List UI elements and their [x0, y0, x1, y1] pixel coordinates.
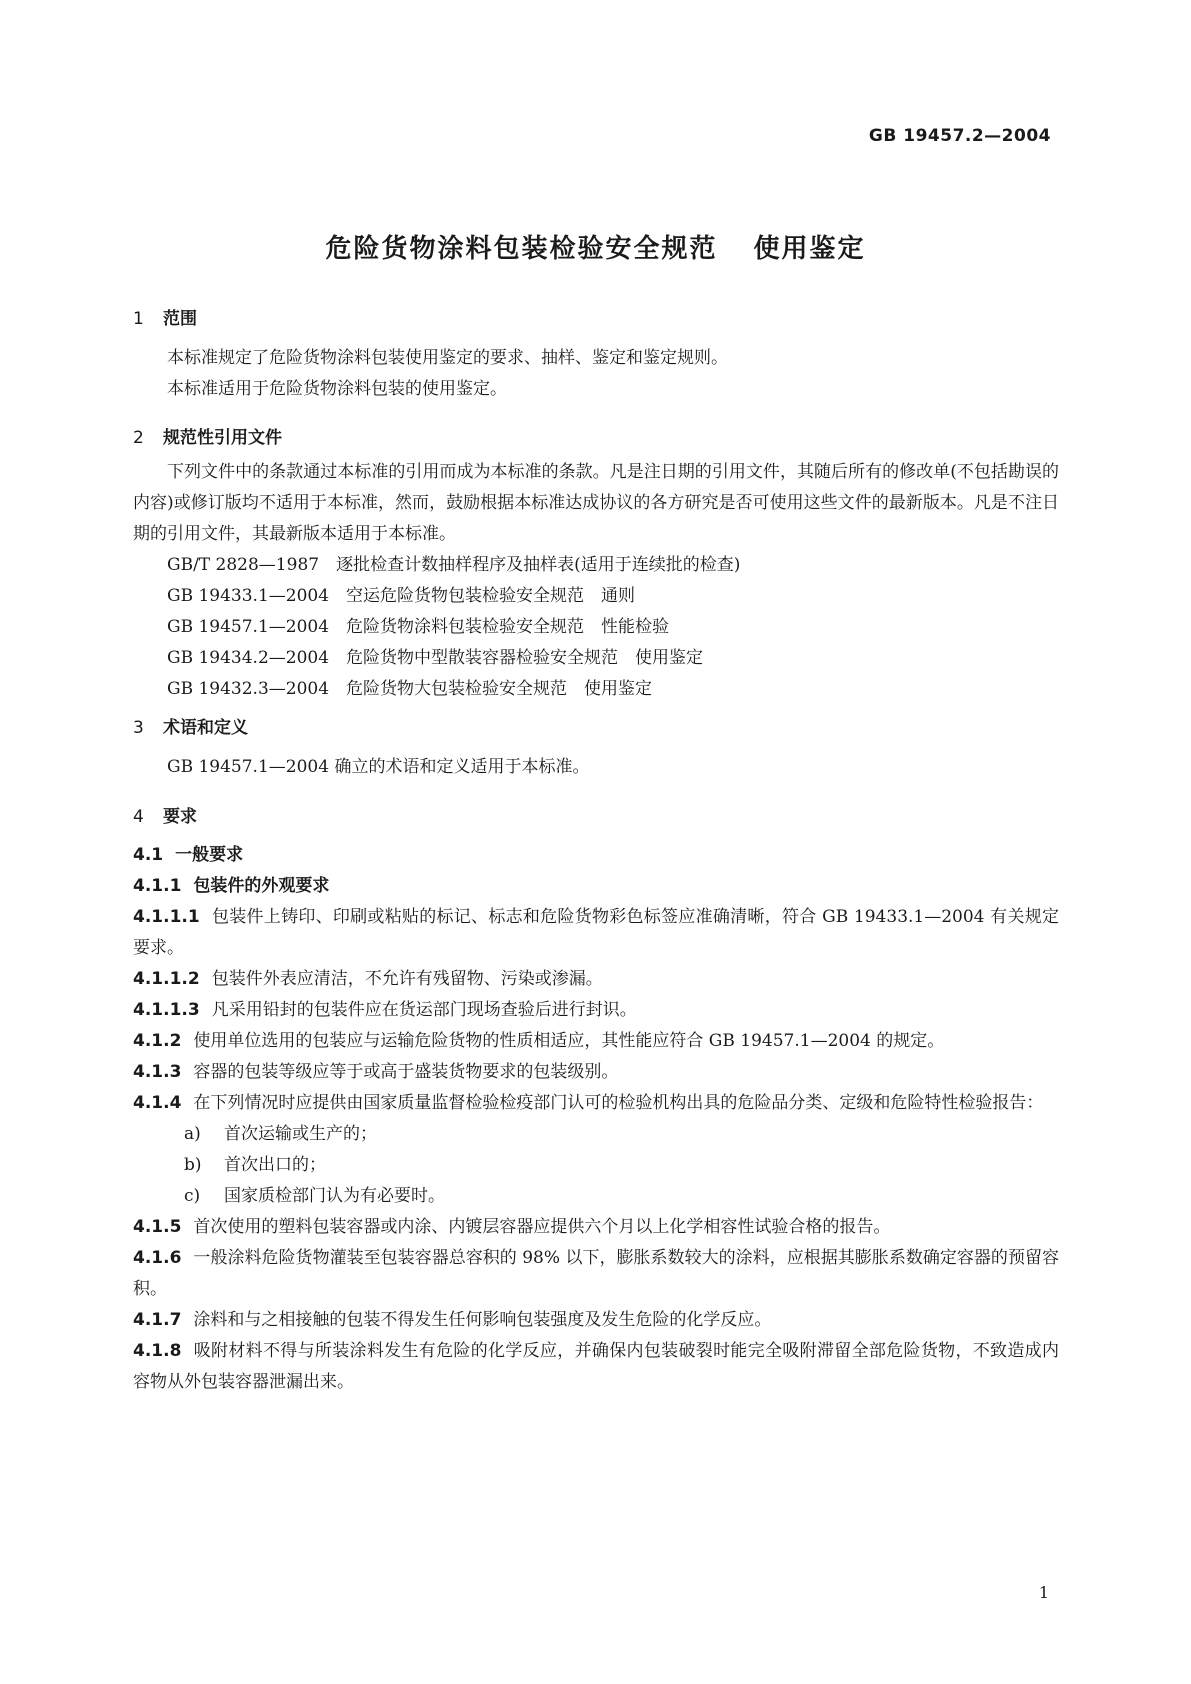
clause-4-1-4: 4.1.4 在下列情况时应提供由国家质量监督检验检疫部门认可的检验机构出具的危险品分类、定级和危险特性检验报告： — [133, 1093, 1044, 1113]
paragraph: 本标准规定了危险货物涂料包装使用鉴定的要求、抽样、鉴定和鉴定规则。 — [167, 348, 728, 368]
list-item: b) 首次出口的； — [184, 1155, 326, 1175]
reference-item: GB 19434.2—2004 危险货物中型散装容器检验安全规范 使用鉴定 — [167, 648, 704, 668]
reference-item: GB/T 2828—1987 逐批检查计数抽样程序及抽样表(适用于连续批的检查) — [167, 555, 741, 575]
section-3-heading: 3 术语和定义 — [133, 718, 248, 738]
section-1-body — [133, 343, 1059, 405]
title-main: 危险货物涂料包装检验安全规范 — [325, 234, 718, 264]
document-title — [0, 228, 1191, 265]
section-4-body — [133, 840, 1059, 1398]
clause-4-1-5: 4.1.5 首次使用的塑料包装容器或内涂、内镀层容器应提供六个月以上化学相容性试验合格的报告。 — [133, 1217, 891, 1237]
clause-4-1-2: 4.1.2 使用单位选用的包装应与运输危险货物的性质相适应，其性能应符合 GB 19457.1—2004 的规定。 — [133, 1031, 945, 1051]
clause-4-1: 4.1 一般要求 — [133, 845, 244, 865]
clause-4-1-6: 4.1.6 一般涂料危险货物灌装至包装容器总容积的 98% 以下，膨胀系数较大的涂料，应根据其膨胀系数确定容器的预留容积。 — [133, 1248, 1059, 1299]
section-2-heading: 2 规范性引用文件 — [133, 428, 282, 448]
paragraph: GB 19457.1—2004 确立的术语和定义适用于本标准。 — [167, 757, 590, 777]
section-2-body — [133, 457, 1059, 705]
clause-4-1-8: 4.1.8 吸附材料不得与所装涂料发生有危险的化学反应，并确保内包装破裂时能完全吸附滞留全部危险货物，不致造成内容物从外包装容器泄漏出来。 — [133, 1341, 1059, 1392]
clause-4-1-7: 4.1.7 涂料和与之相接触的包装不得发生任何影响包装强度及发生危险的化学反应。 — [133, 1310, 772, 1330]
clause-4-1-1: 4.1.1 包装件的外观要求 — [133, 876, 330, 896]
section-3-body — [133, 752, 1059, 783]
clause-4-1-3: 4.1.3 容器的包装等级应等于或高于盛装货物要求的包装级别。 — [133, 1062, 619, 1082]
paragraph: 下列文件中的条款通过本标准的引用而成为本标准的条款。凡是注日期的引用文件，其随后所有的修改单(不包括勘误的内容)或修订版均不适用于本标准，然而，鼓励根据本标准达成协议的各方研究是否可使用这些文件的最新版本。凡是不注日期的引用文件，其最新版本适用于本标准。 — [133, 462, 1059, 544]
section-4-heading: 4 要求 — [133, 807, 197, 827]
list-item: c) 国家质检部门认为有必要时。 — [184, 1186, 445, 1206]
standard-code: GB 19457.2—2004 — [868, 126, 1051, 146]
reference-item: GB 19457.1—2004 危险货物涂料包装检验安全规范 性能检验 — [167, 617, 670, 637]
paragraph: 本标准适用于危险货物涂料包装的使用鉴定。 — [167, 379, 507, 399]
page-number: 1 — [1038, 1583, 1049, 1602]
reference-item: GB 19432.3—2004 危险货物大包装检验安全规范 使用鉴定 — [167, 679, 653, 699]
list-item: a) 首次运输或生产的； — [184, 1124, 377, 1144]
clause-4-1-1-2: 4.1.1.2 包装件外表应清洁，不允许有残留物、污染或渗漏。 — [133, 969, 603, 989]
clause-4-1-1-1: 4.1.1.1 包装件上铸印、印刷或粘贴的标记、标志和危险货物彩色标签应准确清晰，符合 GB 19433.1—2004 有关规定要求。 — [133, 907, 1059, 958]
section-1-heading: 1 范围 — [133, 309, 197, 329]
reference-item: GB 19433.1—2004 空运危险货物包装检验安全规范 通则 — [167, 586, 636, 606]
title-sub: 使用鉴定 — [753, 234, 866, 264]
clause-4-1-1-3: 4.1.1.3 凡采用铅封的包装件应在货运部门现场查验后进行封识。 — [133, 1000, 637, 1020]
